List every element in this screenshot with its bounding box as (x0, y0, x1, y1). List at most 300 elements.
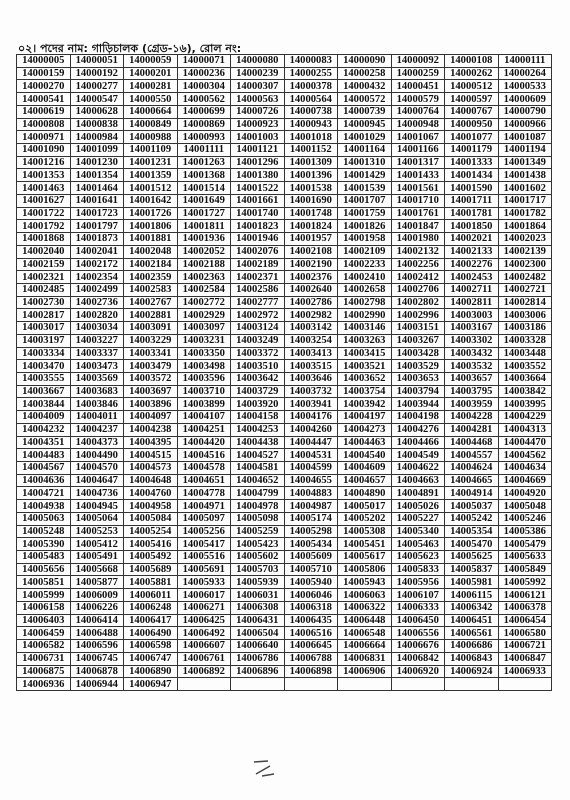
roll-number-cell: 14003683 (70, 385, 124, 398)
roll-number-cell: 14005390 (17, 538, 71, 551)
roll-number-cell: 14000547 (70, 93, 124, 106)
roll-number-cell: 14000005 (17, 55, 71, 68)
roll-number-cell: 14002376 (284, 271, 338, 284)
roll-number-cell: 14003710 (177, 385, 231, 398)
roll-number-cell: 14001463 (17, 182, 71, 195)
roll-number-cell: 14006556 (391, 627, 445, 640)
table-row (17, 144, 552, 157)
roll-number-cell: 14002583 (124, 283, 178, 296)
roll-number-cell: 14000259 (391, 67, 445, 80)
roll-number-cell: 14004468 (445, 436, 499, 449)
roll-number-cell: 14004669 (498, 474, 552, 487)
roll-number-cell: 14000270 (17, 80, 71, 93)
roll-number-cell: 14001868 (17, 233, 71, 246)
roll-number-cell: 14001649 (177, 194, 231, 207)
roll-number-cell: 14003842 (498, 385, 552, 398)
roll-number-cell: 14006435 (284, 614, 338, 627)
roll-number-cell: 14004549 (391, 449, 445, 462)
roll-number-cell: 14001434 (445, 169, 499, 182)
roll-number-cell: 14001309 (284, 156, 338, 169)
roll-number-cell: 14005063 (17, 512, 71, 525)
roll-number-cell: 14002076 (231, 245, 285, 258)
roll-number-cell: 14000533 (498, 80, 552, 93)
roll-number-cell: 14004624 (445, 462, 499, 475)
roll-number-cell: 14006271 (177, 601, 231, 614)
table-row (17, 652, 552, 665)
roll-number-cell: 14003341 (124, 347, 178, 360)
roll-number-cell: 14000264 (498, 67, 552, 80)
roll-number-cell: 14001194 (498, 144, 552, 157)
roll-number-cell: 14003942 (338, 398, 392, 411)
roll-number-cell: 14005479 (498, 538, 552, 551)
roll-number-cell: 14002658 (338, 283, 392, 296)
roll-number-cell: 14002412 (391, 271, 445, 284)
roll-number-cell: 14000564 (284, 93, 338, 106)
roll-number-cell: 14006504 (231, 627, 285, 640)
roll-number-cell: 14006786 (231, 652, 285, 665)
roll-number-cell: 14005516 (177, 551, 231, 564)
roll-number-cell: 14002109 (338, 245, 392, 258)
roll-number-cell: 14003097 (177, 322, 231, 335)
roll-number-cell: 14006403 (17, 614, 71, 627)
roll-number-cell: 14000071 (177, 55, 231, 68)
roll-number-cell: 14003652 (338, 372, 392, 385)
roll-number-cell: 14005227 (391, 512, 445, 525)
roll-number-cell: 14000945 (338, 118, 392, 131)
roll-number-cell: 14004273 (338, 423, 392, 436)
roll-number-cell: 14001759 (338, 207, 392, 220)
roll-number-cell: 14003186 (498, 322, 552, 335)
table-row (17, 220, 552, 233)
roll-number-cell: 14004470 (498, 436, 552, 449)
roll-number-cell: 14004011 (70, 411, 124, 424)
roll-number-cell: 14006892 (177, 665, 231, 678)
table-row (17, 500, 552, 513)
roll-number-cell: 14005992 (498, 576, 552, 589)
roll-number-cell: 14003795 (445, 385, 499, 398)
roll-number-cell: 14005837 (445, 563, 499, 576)
roll-number-cell: 14004721 (17, 487, 71, 500)
roll-number-cell: 14003302 (445, 334, 499, 347)
roll-number-cell: 14001380 (231, 169, 285, 182)
roll-number-cell: 14006582 (17, 640, 71, 653)
roll-number-cell: 14003167 (445, 322, 499, 335)
roll-number-cell: 14004890 (338, 487, 392, 500)
roll-number-cell: 14001003 (231, 131, 285, 144)
table-row (17, 334, 552, 347)
roll-number-cell: 14001824 (284, 220, 338, 233)
roll-number-cell: 14005259 (231, 525, 285, 538)
roll-number-cell: 14005633 (498, 551, 552, 564)
roll-number-cell: 14001847 (391, 220, 445, 233)
roll-number-cell: 14000083 (284, 55, 338, 68)
roll-number-cell: 14004232 (17, 423, 71, 436)
roll-number-cell: 14001512 (124, 182, 178, 195)
roll-number-cell: 14002132 (391, 245, 445, 258)
roll-number-cell: 14002139 (498, 245, 552, 258)
roll-number-cell: 14003017 (17, 322, 71, 335)
roll-number-cell: 14005689 (124, 563, 178, 576)
roll-number-cell: 14005609 (284, 551, 338, 564)
roll-number-cell: 14006063 (338, 589, 392, 602)
roll-number-cell: 14001333 (445, 156, 499, 169)
table-row (17, 80, 552, 93)
roll-number-cell: 14000738 (284, 105, 338, 118)
roll-number-cell: 14002990 (338, 309, 392, 322)
roll-number-cell: 14003006 (498, 309, 552, 322)
roll-number-cell: 14004778 (177, 487, 231, 500)
roll-number-cell: 14005412 (70, 538, 124, 551)
roll-number-cell: 14002798 (338, 296, 392, 309)
roll-number-cell: 14001710 (391, 194, 445, 207)
roll-number-cell: 14001359 (124, 169, 178, 182)
roll-number-cell: 14004009 (17, 411, 71, 424)
roll-number-cell: 14005470 (445, 538, 499, 551)
roll-number-table-body (17, 55, 552, 691)
table-row (17, 55, 552, 68)
roll-number-cell: 14006115 (445, 589, 499, 602)
roll-number-cell: 14006516 (284, 627, 338, 640)
table-row (17, 233, 552, 246)
roll-number-cell: 14001216 (17, 156, 71, 169)
roll-number-cell: 14006107 (391, 589, 445, 602)
roll-number-cell: 14004531 (284, 449, 338, 462)
roll-number-cell: 14003372 (231, 347, 285, 360)
roll-number-cell: 14001873 (70, 233, 124, 246)
roll-number-cell: 14000451 (391, 80, 445, 93)
roll-number-cell: 14002453 (445, 271, 499, 284)
roll-number-cell: 14004883 (284, 487, 338, 500)
roll-number-cell: 14001726 (124, 207, 178, 220)
roll-number-cell: 14001121 (231, 144, 285, 157)
roll-number-cell: 14006645 (284, 640, 338, 653)
roll-number-cell: 14005877 (70, 576, 124, 589)
roll-number-cell: 14003413 (284, 347, 338, 360)
roll-number-cell: 14005939 (231, 576, 285, 589)
roll-number-cell: 14001864 (498, 220, 552, 233)
roll-number-cell: 14003091 (124, 322, 178, 335)
roll-number-cell: 14001980 (391, 233, 445, 246)
roll-number-cell: 14002233 (338, 258, 392, 271)
roll-number-cell: 14001429 (338, 169, 392, 182)
roll-number-cell: 14003350 (177, 347, 231, 360)
roll-number-cell: 14001349 (498, 156, 552, 169)
roll-number-cell: 14000092 (391, 55, 445, 68)
table-row (17, 398, 552, 411)
roll-number-cell: 14006664 (338, 640, 392, 653)
roll-number-cell: 14000609 (498, 93, 552, 106)
roll-number-cell: 14003470 (17, 360, 71, 373)
roll-number-cell: 14000512 (445, 80, 499, 93)
roll-number-cell: 14003844 (17, 398, 71, 411)
roll-number-cell: 14005246 (498, 512, 552, 525)
roll-number-cell: 14002023 (498, 233, 552, 246)
signature-mark (250, 756, 276, 780)
roll-number-cell: 14002814 (498, 296, 552, 309)
roll-number-cell: 14000108 (445, 55, 499, 68)
roll-number-cell: 14000948 (391, 118, 445, 131)
roll-number-cell: 14003729 (231, 385, 285, 398)
roll-number-cell: 14000258 (338, 67, 392, 80)
roll-number-cell: 14000562 (177, 93, 231, 106)
roll-number-cell: 14002711 (445, 283, 499, 296)
roll-number-cell: 14005037 (445, 500, 499, 513)
roll-number-cell: 14006459 (17, 627, 71, 640)
roll-number-cell: 14003254 (284, 334, 338, 347)
roll-number-cell: 14000080 (231, 55, 285, 68)
roll-number-cell: 14003959 (445, 398, 499, 411)
roll-number-cell: 14004253 (231, 423, 285, 436)
roll-number-cell: 14002172 (70, 258, 124, 271)
roll-number-cell: 14003794 (391, 385, 445, 398)
roll-number-cell: 14001514 (177, 182, 231, 195)
table-row (17, 347, 552, 360)
roll-number-cell: 14002586 (231, 283, 285, 296)
roll-number-cell: 14006890 (124, 665, 178, 678)
roll-number-cell: 14002040 (17, 245, 71, 258)
roll-number-cell: 14002485 (17, 283, 71, 296)
roll-number-cell: 14005254 (124, 525, 178, 538)
roll-number-cell: 14001067 (391, 131, 445, 144)
roll-number-cell: 14005943 (338, 576, 392, 589)
empty-cell (284, 678, 338, 691)
roll-number-cell: 14002190 (284, 258, 338, 271)
roll-number-cell: 14005851 (17, 576, 71, 589)
roll-number-cell: 14003846 (70, 398, 124, 411)
roll-number-cell: 14004799 (231, 487, 285, 500)
table-row (17, 538, 552, 551)
roll-number-cell: 14001740 (231, 207, 285, 220)
roll-number-cell: 14002189 (231, 258, 285, 271)
roll-number-cell: 14003646 (284, 372, 338, 385)
roll-number-cell: 14000432 (338, 80, 392, 93)
roll-number-cell: 14000664 (124, 105, 178, 118)
roll-number-cell: 14001166 (391, 144, 445, 157)
roll-number-cell: 14006788 (284, 652, 338, 665)
roll-number-cell: 14006640 (231, 640, 285, 653)
roll-number-cell: 14006009 (70, 589, 124, 602)
roll-number-cell: 14006906 (338, 665, 392, 678)
roll-number-cell: 14003920 (231, 398, 285, 411)
roll-number-cell: 14000764 (391, 105, 445, 118)
roll-number-cell: 14004237 (70, 423, 124, 436)
roll-number-cell: 14003664 (498, 372, 552, 385)
roll-number-cell: 14003532 (445, 360, 499, 373)
roll-number-cell: 14003432 (445, 347, 499, 360)
roll-number-cell: 14005933 (177, 576, 231, 589)
table-row (17, 296, 552, 309)
table-row (17, 283, 552, 296)
roll-number-cell: 14003596 (177, 372, 231, 385)
roll-number-cell: 14003197 (17, 334, 71, 347)
table-row (17, 640, 552, 653)
roll-number-cell: 14003267 (391, 334, 445, 347)
roll-number-cell: 14003552 (498, 360, 552, 373)
table-row (17, 487, 552, 500)
roll-number-cell: 14002640 (284, 283, 338, 296)
roll-number-cell: 14004238 (124, 423, 178, 436)
roll-number-cell: 14000790 (498, 105, 552, 118)
roll-number-cell: 14001087 (498, 131, 552, 144)
table-row (17, 271, 552, 284)
roll-number-cell: 14001881 (124, 233, 178, 246)
roll-number-cell: 14002736 (70, 296, 124, 309)
roll-number-cell: 14006454 (498, 614, 552, 627)
roll-number-cell: 14004978 (231, 500, 285, 513)
roll-number-cell: 14003227 (70, 334, 124, 347)
table-row (17, 449, 552, 462)
roll-number-cell: 14006414 (70, 614, 124, 627)
roll-number-cell: 14004570 (70, 462, 124, 475)
table-row (17, 105, 552, 118)
table-row (17, 385, 552, 398)
roll-number-cell: 14005463 (391, 538, 445, 551)
roll-number-cell: 14001353 (17, 169, 71, 182)
roll-number-cell: 14004657 (338, 474, 392, 487)
roll-number-cell: 14001590 (445, 182, 499, 195)
roll-number-cell: 14001310 (338, 156, 392, 169)
roll-number-cell: 14004581 (231, 462, 285, 475)
table-row (17, 258, 552, 271)
roll-number-cell: 14003521 (338, 360, 392, 373)
roll-number-cell: 14002721 (498, 283, 552, 296)
roll-number-cell: 14001368 (177, 169, 231, 182)
roll-number-cell: 14001354 (70, 169, 124, 182)
roll-number-cell: 14003555 (17, 372, 71, 385)
empty-cell (177, 678, 231, 691)
roll-number-cell: 14005703 (231, 563, 285, 576)
roll-number-cell: 14001029 (338, 131, 392, 144)
roll-number-cell: 14000993 (177, 131, 231, 144)
table-row (17, 182, 552, 195)
roll-number-cell: 14001823 (231, 220, 285, 233)
roll-number-cell: 14001806 (124, 220, 178, 233)
roll-number-cell: 14002482 (498, 271, 552, 284)
roll-number-cell: 14005806 (338, 563, 392, 576)
roll-number-cell: 14004652 (231, 474, 285, 487)
roll-number-cell: 14000236 (177, 67, 231, 80)
roll-number-cell: 14004490 (70, 449, 124, 462)
roll-number-cell: 14003034 (70, 322, 124, 335)
roll-number-cell: 14002881 (124, 309, 178, 322)
table-row (17, 67, 552, 80)
roll-number-cell: 14003334 (17, 347, 71, 360)
roll-number-cell: 14000541 (17, 93, 71, 106)
roll-number-cell: 14001433 (391, 169, 445, 182)
roll-number-cell: 14004736 (70, 487, 124, 500)
roll-number-cell: 14003899 (177, 398, 231, 411)
roll-number-cell: 14005256 (177, 525, 231, 538)
roll-number-cell: 14002363 (177, 271, 231, 284)
roll-number-cell: 14000869 (177, 118, 231, 131)
roll-number-cell: 14002048 (124, 245, 178, 258)
roll-number-cell: 14001099 (70, 144, 124, 157)
roll-number-cell: 14001748 (284, 207, 338, 220)
roll-number-cell: 14001396 (284, 169, 338, 182)
roll-number-cell: 14004655 (284, 474, 338, 487)
table-row (17, 576, 552, 589)
roll-number-cell: 14003229 (124, 334, 178, 347)
roll-number-cell: 14006318 (284, 601, 338, 614)
roll-number-cell: 14006944 (70, 678, 124, 691)
roll-number-cell: 14002730 (17, 296, 71, 309)
roll-number-cell: 14004158 (231, 411, 285, 424)
roll-number-cell: 14005098 (231, 512, 285, 525)
roll-number-cell: 14000923 (231, 118, 285, 131)
roll-number-cell: 14004578 (177, 462, 231, 475)
roll-number-cell: 14006431 (231, 614, 285, 627)
roll-number-cell: 14002929 (177, 309, 231, 322)
roll-number-cell: 14004251 (177, 423, 231, 436)
roll-number-cell: 14002499 (70, 283, 124, 296)
roll-number-cell: 14003510 (231, 360, 285, 373)
roll-number-cell: 14004373 (70, 436, 124, 449)
roll-number-cell: 14004958 (124, 500, 178, 513)
roll-number-cell: 14001946 (231, 233, 285, 246)
roll-number-cell: 14000563 (231, 93, 285, 106)
roll-number-cell: 14000767 (445, 105, 499, 118)
post-heading: ০২। পদের নাম: গাড়িচালক (গ্রেড-১৬), রোল নং: (18, 42, 242, 55)
roll-number-cell: 14004557 (445, 449, 499, 462)
roll-number-cell: 14001717 (498, 194, 552, 207)
empty-cell (391, 678, 445, 691)
empty-cell (445, 678, 499, 691)
roll-number-cell: 14006226 (70, 601, 124, 614)
roll-number-cell: 14002706 (391, 283, 445, 296)
roll-number-cell: 14003328 (498, 334, 552, 347)
table-row (17, 118, 552, 131)
roll-number-cell: 14006676 (391, 640, 445, 653)
roll-number-cell: 14001296 (231, 156, 285, 169)
roll-number-cell: 14003515 (284, 360, 338, 373)
roll-number-cell: 14000255 (284, 67, 338, 80)
roll-number-cell: 14003337 (70, 347, 124, 360)
roll-number-cell: 14005881 (124, 576, 178, 589)
roll-number-cell: 14004760 (124, 487, 178, 500)
roll-number-cell: 14003473 (70, 360, 124, 373)
roll-number-cell: 14004260 (284, 423, 338, 436)
roll-number-cell: 14006425 (177, 614, 231, 627)
roll-number-table (16, 54, 552, 691)
roll-number-cell: 14004447 (284, 436, 338, 449)
roll-number-cell: 14000699 (177, 105, 231, 118)
roll-number-cell: 14005248 (17, 525, 71, 538)
roll-number-cell: 14002188 (177, 258, 231, 271)
roll-number-cell: 14004527 (231, 449, 285, 462)
roll-number-cell: 14001111 (177, 144, 231, 157)
roll-number-cell: 14006158 (17, 601, 71, 614)
roll-number-cell: 14005623 (391, 551, 445, 564)
roll-number-cell: 14000239 (231, 67, 285, 80)
roll-number-cell: 14001090 (17, 144, 71, 157)
roll-number-cell: 14001727 (177, 207, 231, 220)
table-row (17, 614, 552, 627)
roll-number-cell: 14003529 (391, 360, 445, 373)
roll-number-cell: 14005483 (17, 551, 71, 564)
table-row (17, 131, 552, 144)
roll-number-cell: 14005097 (177, 512, 231, 525)
roll-number-cell: 14005298 (284, 525, 338, 538)
empty-cell (231, 678, 285, 691)
table-row (17, 474, 552, 487)
roll-number-cell: 14004648 (124, 474, 178, 487)
roll-number-cell: 14006308 (231, 601, 285, 614)
roll-number-cell: 14000378 (284, 80, 338, 93)
roll-number-cell: 14001936 (177, 233, 231, 246)
table-row (17, 360, 552, 373)
roll-number-cell: 14006342 (445, 601, 499, 614)
roll-number-cell: 14003941 (284, 398, 338, 411)
